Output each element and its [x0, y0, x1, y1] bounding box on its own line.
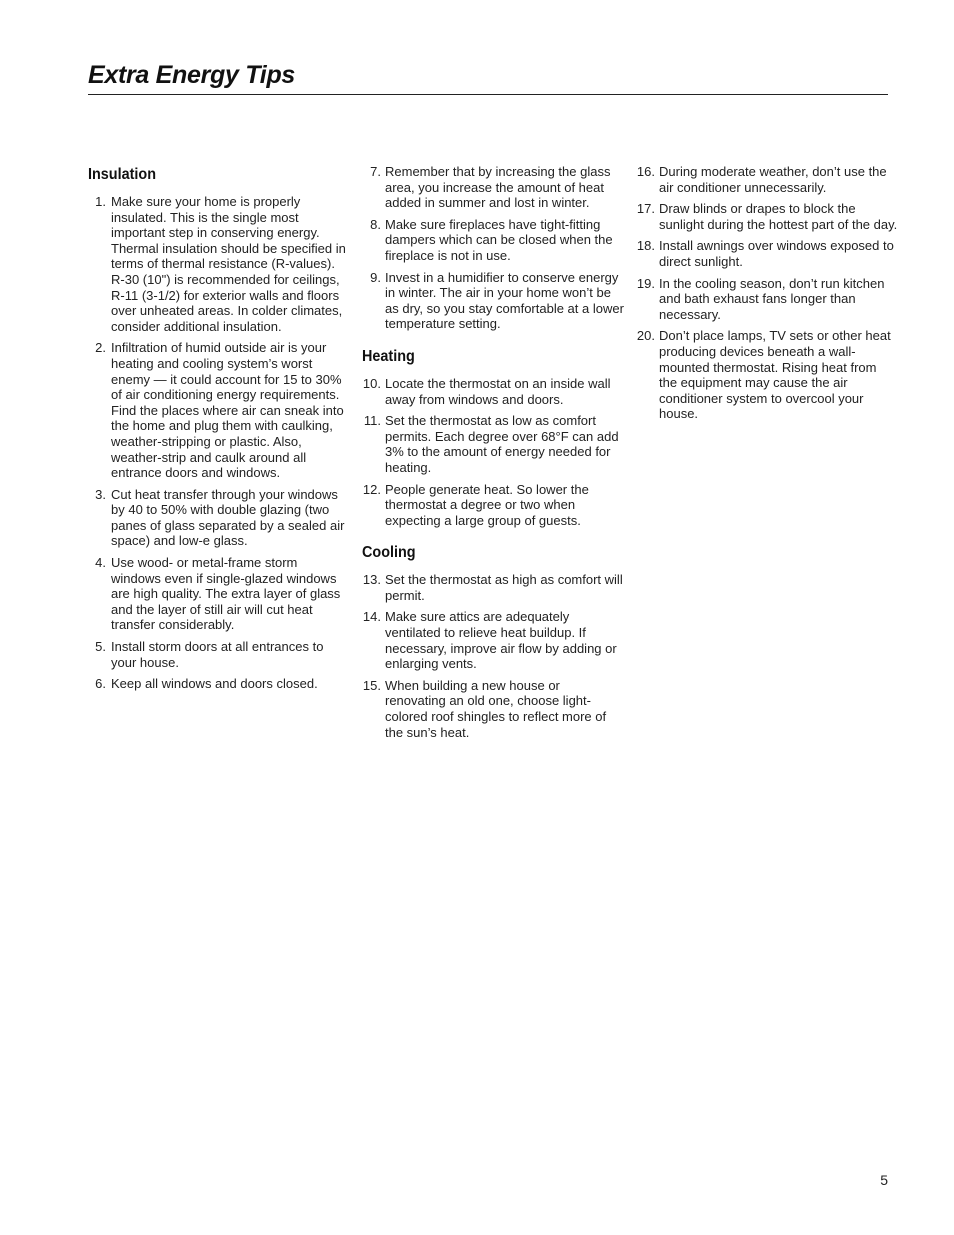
cooling-tips-list	[362, 572, 624, 740]
list-item	[88, 487, 350, 549]
item-text: Remember that by increasing the glass area, you increase the amount of heat added in summer and lost in winter.	[385, 164, 611, 211]
item-text: In the cooling season, don’t run kitchen and bath exhaust fans longer than necessary.	[659, 275, 885, 322]
item-number: 10.	[362, 375, 381, 391]
item-text: People generate heat. So lower the thermostat a degree or two when expecting a large group of guests.	[385, 481, 589, 528]
item-number: 15.	[362, 677, 381, 693]
item-number: 4.	[95, 555, 106, 571]
list-item	[636, 238, 898, 269]
item-number: 19.	[636, 275, 655, 291]
column-1	[88, 164, 350, 698]
item-text: Infiltration of humid outside air is your heating and cooling system’s worst enemy — it could account for 15 to 30% of air conditioning energy requirements. Find the places where air can sneak into the home and plug them with caulking, weather-stripping or plastic. Also, weather-strip and caulk around all entrance doors and windows.	[111, 340, 344, 481]
column-2	[362, 164, 624, 746]
item-text: Make sure fireplaces have tight-fitting dampers which can be closed when the fireplace is not in use.	[385, 216, 613, 263]
page-title: Extra Energy Tips	[88, 61, 296, 89]
item-text: Install awnings over windows exposed to direct sunlight.	[659, 238, 894, 269]
item-text: Locate the thermostat on an inside wall away from windows and doors.	[385, 375, 611, 407]
item-number: 6.	[95, 676, 106, 692]
column-3	[636, 164, 898, 428]
list-item	[362, 572, 624, 603]
list-item	[636, 328, 898, 422]
list-item	[88, 676, 350, 692]
list-item	[362, 413, 624, 475]
item-number: 3.	[95, 486, 106, 502]
list-item	[88, 340, 350, 480]
list-item	[636, 276, 898, 323]
cooling-tips-list-continued	[636, 164, 898, 422]
item-number: 2.	[95, 340, 106, 356]
item-number: 17.	[636, 201, 655, 217]
section-heading-heating: Heating	[362, 347, 415, 365]
item-text: Cut heat transfer through your windows by 40 to 50% with double glazing (two panes of glass separated by a sealed air space) and low-e glass.	[111, 486, 345, 549]
list-item	[362, 678, 624, 740]
item-number: 13.	[362, 572, 381, 588]
item-text: When building a new house or renovating an old one, choose light-colored roof shingles to reflect more of the sun’s heat.	[385, 677, 607, 740]
insulation-tips-list-continued	[362, 164, 624, 332]
item-number: 8.	[370, 216, 381, 232]
page-number: 5	[880, 1172, 888, 1188]
item-number: 12.	[362, 481, 381, 497]
item-text: Set the thermostat as low as comfort permits. Each degree over 68°F can add 3% to the amount of energy needed for heating.	[385, 413, 619, 475]
list-item	[636, 201, 898, 232]
list-item	[636, 164, 898, 195]
list-item	[362, 164, 624, 211]
item-number: 20.	[636, 328, 655, 344]
item-number: 7.	[370, 164, 381, 179]
item-text: Install storm doors at all entrances to your house.	[111, 639, 324, 670]
item-text: Invest in a humidifier to conserve energy in winter. The air in your home won’t be as dry, so you stay comfortable at a lower temperature setting.	[385, 269, 624, 332]
item-text: Don’t place lamps, TV sets or other heat producing devices beneath a wall-mounted thermostat. Rising heat from the equipment may cause the air conditioner system to overcool your house.	[659, 328, 891, 422]
insulation-tips-list	[88, 194, 350, 692]
item-number: 1.	[95, 194, 106, 209]
item-number: 9.	[370, 269, 381, 285]
list-item	[362, 270, 624, 332]
section-heading-cooling: Cooling	[362, 544, 416, 562]
item-text: During moderate weather, don’t use the air conditioner unnecessarily.	[659, 164, 887, 195]
item-number: 5.	[95, 639, 106, 655]
list-item	[88, 194, 350, 334]
item-number: 14.	[362, 609, 381, 625]
section-heading-insulation: Insulation	[88, 166, 157, 183]
title-divider	[88, 94, 888, 95]
list-item	[362, 217, 624, 264]
list-item	[362, 482, 624, 529]
list-item	[88, 639, 350, 670]
list-item	[362, 376, 624, 407]
item-text: Make sure your home is properly insulated. This is the single most important step in conserving energy. Thermal insulation should be specified in terms of thermal resistance (R-values). R-30 (10") is recommended for ceilings, R-11 (3-1/2) for exterior walls and floors over unheated areas. In colder climates, consider additional insulation.	[111, 194, 346, 334]
item-number: 18.	[636, 238, 655, 254]
item-text: Keep all windows and doors closed.	[111, 676, 318, 692]
item-text: Make sure attics are adequately ventilated to relieve heat buildup. If necessary, improve air flow by adding or enlarging vents.	[385, 609, 617, 672]
item-text: Draw blinds or drapes to block the sunlight during the hottest part of the day.	[659, 201, 898, 232]
item-number: 11.	[363, 413, 381, 429]
item-number: 16.	[636, 164, 655, 179]
list-item	[88, 555, 350, 633]
item-text: Use wood- or metal-frame storm windows even if single-glazed windows are high quality. The extra layer of glass and the layer of still air will cut heat transfer considerably.	[111, 555, 341, 633]
heating-tips-list	[362, 376, 624, 528]
item-text: Set the thermostat as high as comfort will permit.	[385, 572, 623, 603]
list-item	[362, 609, 624, 671]
